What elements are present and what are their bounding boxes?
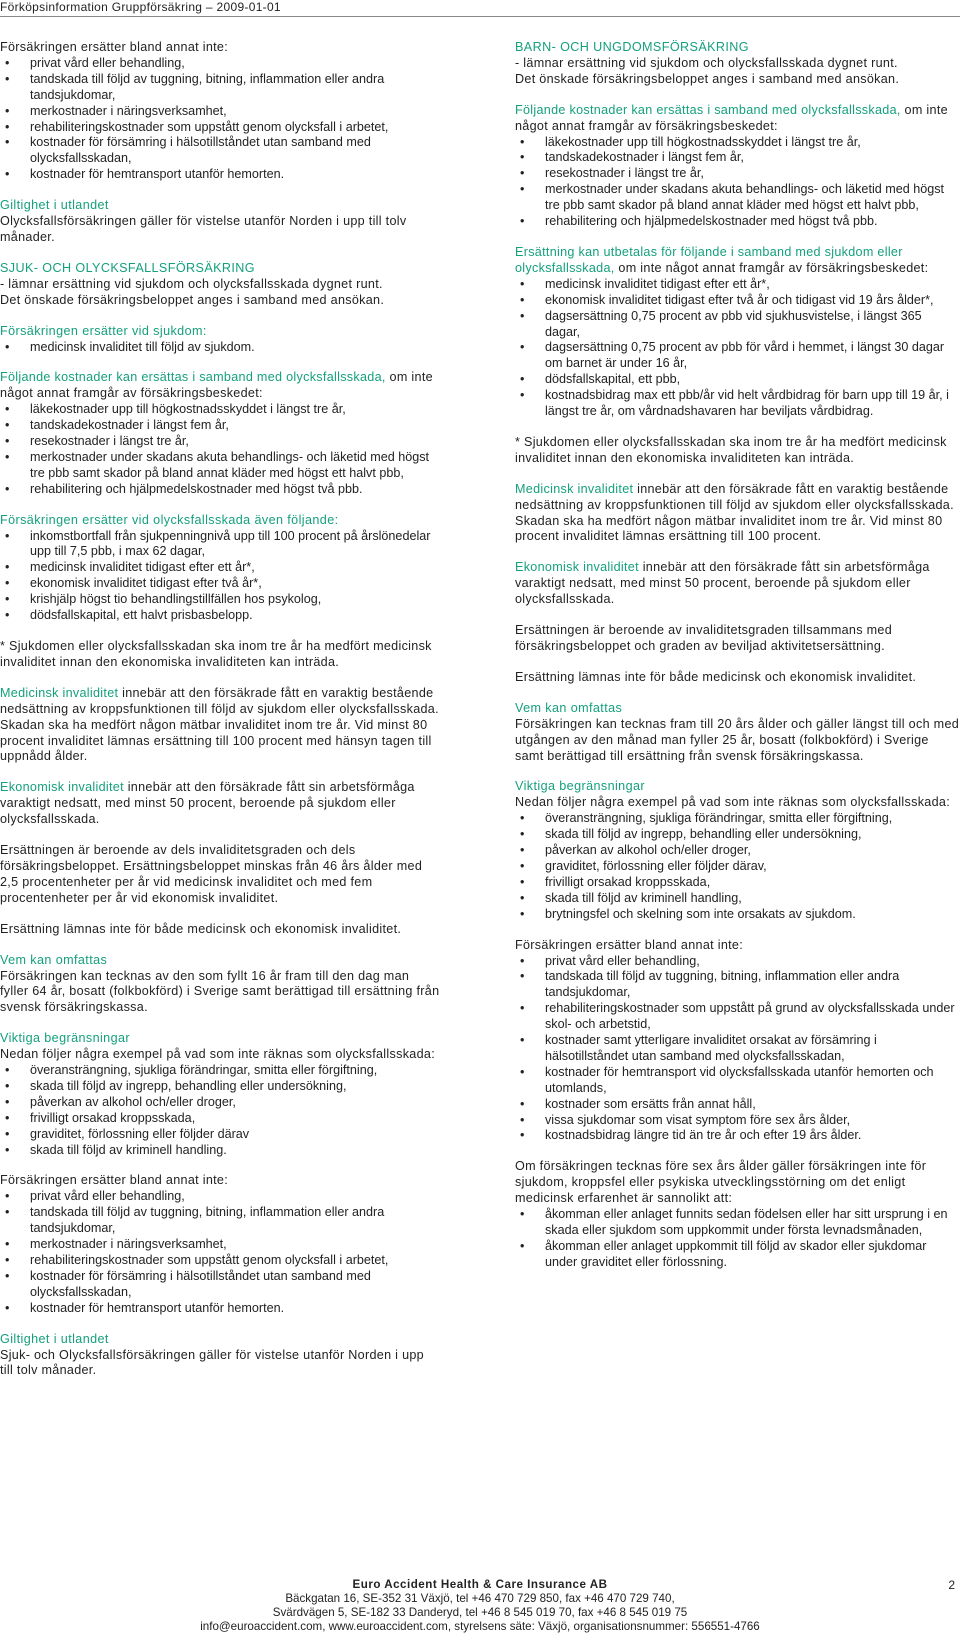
accident-compensation-section	[0, 513, 440, 624]
compensation-note: Ersättning lämnas inte för både medicinsk och ekonomisk invaliditet.	[515, 669, 917, 684]
list-item: • merkostnader i näringsverksamhet,	[0, 1237, 440, 1253]
list-item: • graviditet, förlossning eller följder därav,	[515, 859, 960, 875]
list-item: • rehabiliteringskostnader som uppstått genom olycksfall i arbetet,	[0, 1253, 440, 1269]
compensation-note: Ersättning lämnas inte för både medicinsk och ekonomisk invaliditet.	[0, 921, 402, 936]
sickness-accident-section	[0, 261, 440, 356]
list-item: • dödsfallskapital, ett pbb,	[515, 372, 960, 388]
eligibility-section	[515, 701, 960, 765]
list-item: • påverkan av alkohol och/eller droger,	[0, 1095, 440, 1111]
list-item: • tandskada till följd av tuggning, bitning, inflammation eller andra tandsjukdomar,	[0, 1205, 440, 1237]
section-paragraph	[0, 370, 440, 402]
accident-compensation-list	[0, 529, 440, 624]
economic-invalidity-paragraph	[0, 780, 440, 828]
exclusions-list	[0, 56, 440, 183]
list-item: • dagsersättning 0,75 procent av pbb vid sjukhusvistelse, i längst 365 dagar,	[515, 309, 960, 341]
exclusions-section	[0, 40, 440, 183]
exclusions-intro: Försäkringen ersätter bland annat inte:	[0, 40, 229, 54]
exclusions-intro: Försäkringen ersätter bland annat inte:	[0, 1173, 229, 1188]
limitations-section	[0, 1031, 440, 1158]
section-title: SJUK- OCH OLYCKSFALLSFÖRSÄKRING	[0, 260, 256, 275]
left-column	[0, 40, 440, 1379]
child-costs-section	[515, 103, 960, 230]
list-item: • skada till följd av ingrepp, behandling eller undersökning,	[515, 827, 960, 843]
list-item: • krishjälp högst tio behandlingstillfällen hos psykolog,	[0, 592, 440, 608]
list-item: • skada till följd av kriminell handling,	[515, 891, 960, 907]
list-item: • rehabilitering och hjälpmedelskostnader med högst två pbb.	[0, 482, 440, 498]
list-item: • brytningsfel och skelning som inte orsakats av sjukdom.	[515, 907, 960, 923]
section-heading: Viktiga begränsningar	[0, 1031, 130, 1046]
child-youth-section	[515, 40, 960, 88]
list-item: • privat vård eller behandling,	[515, 954, 960, 970]
child-costs-list	[515, 135, 960, 230]
limitations-list	[0, 1063, 440, 1158]
list-item: • påverkan av alkohol och/eller droger,	[515, 843, 960, 859]
section-paragraph	[515, 103, 960, 135]
limitations-section	[515, 779, 960, 922]
list-item: • skada till följd av ingrepp, behandling eller undersökning,	[0, 1079, 440, 1095]
costs-section	[0, 370, 440, 497]
list-item: • frivilligt orsakad kroppsskada,	[0, 1111, 440, 1127]
section-paragraph	[515, 245, 960, 277]
child-benefits-section	[515, 245, 960, 420]
right-column	[515, 40, 960, 1271]
list-item: • åkomman eller anlaget uppkommit till följd av skador eller sjukdomar under graviditet eller förlossning.	[515, 1239, 960, 1271]
limitations-list	[515, 811, 960, 922]
list-item: • kostnader för hemtransport utanför hemorten.	[0, 1301, 440, 1317]
costs-list	[0, 402, 440, 497]
section-heading: Viktiga begränsningar	[515, 779, 645, 794]
list-item: • merkostnader i näringsverksamhet,	[0, 104, 440, 120]
section-text: Olycksfallsförsäkringen gäller för vistelse utanför Norden i upp till tolv månader.	[0, 214, 407, 244]
paragraph-text: innebär att den försäkrade fått en varaktig bestående nedsättning av kroppsfunktionen till följd av sjukdom eller olycksfallsskada. Skadan ska ha medfört någon mätbar invaliditet inom tre år. Vid minst 80 procent invaliditet lämnas ersättning till 100 procent med hänsyn tagen till uppnådd ålder.	[0, 685, 439, 764]
paragraph-text: om inte något annat framgår av försäkringsbeskedet:	[515, 102, 948, 133]
list-item: • graviditet, förlossning eller följder därav	[0, 1127, 440, 1143]
section-intro: Om försäkringen tecknas före sex års ålder gäller försäkringen inte för sjukdom, kroppsfel eller psykiska utvecklingsstörning om det enligt medicinsk erfarenhet är sannolikt att:	[515, 1159, 927, 1206]
list-item: • kostnadsbidrag max ett pbb/år vid helt vårdbidrag för barn upp till 19 år, i längst tre år, om vårdnadshavaren har beviljats vårdbidrag.	[515, 388, 960, 420]
compensation-paragraph: Ersättningen är beroende av invaliditetsgraden tillsammans med försäkringsbeloppet och graden av beviljad aktivitetsersättning.	[515, 623, 893, 653]
list-item: • kostnadsbidrag längre tid än tre år och efter 19 års ålder.	[515, 1128, 960, 1144]
page-number: 2	[948, 1578, 955, 1592]
validity-abroad-section-2	[0, 1332, 440, 1380]
inline-heading: Följande kostnader kan ersättas i samband med olycksfallsskada,	[515, 102, 901, 117]
paragraph-text: om inte något annat framgår av försäkringsbeskedet:	[0, 370, 433, 401]
section-text: Försäkringen kan tecknas fram till 20 års ålder och gäller längst till och med utgången av den månad man fyller 25 år, bosatt (folkbokförd) i Sverige samt berättigad till ersättning från svensk försäkringskassa.	[515, 716, 960, 763]
page-footer	[0, 1578, 960, 1634]
list-item: • tandskada till följd av tuggning, bitning, inflammation eller andra tandsjukdomar,	[515, 969, 960, 1001]
list-item: • kostnader för hemtransport vid olycksfallsskada utanför hemorten och utomlands,	[515, 1065, 960, 1097]
list-item: • dagsersättning 0,75 procent av pbb för vård i hemmet, i längst 30 dagar om barnet är under 16 år,	[515, 340, 960, 372]
list-item: • merkostnader under skadans akuta behandlings- och läketid med högst tre pbb samt skador på bland annat kläder med högst ett halvt pbb,	[0, 450, 440, 482]
list-item: • kostnader samt ytterligare invaliditet orsakat av försämring i hälsotillståndet utan samband med olycksfallsskadan,	[515, 1033, 960, 1065]
list-item: • medicinsk invaliditet tidigast efter ett år*,	[0, 560, 440, 576]
economic-invalidity-paragraph	[515, 560, 960, 608]
list-item: • merkostnader under skadans akuta behandlings- och läketid med högst tre pbb samt skador på bland annat kläder med högst ett halvt pbb,	[515, 182, 960, 214]
section-heading: Giltighet i utlandet	[0, 198, 109, 213]
list-item: • dödsfallskapital, ett halvt prisbasbelopp.	[0, 608, 440, 624]
footer-address-line: Bäckgatan 16, SE-352 31 Växjö, tel +46 470 729 850, fax +46 470 729 740,	[285, 1592, 675, 1605]
list-item: • rehabilitering och hjälpmedelskostnader med högst två pbb.	[515, 214, 960, 230]
list-item: • tandskadekostnader i längst fem år,	[0, 418, 440, 434]
inline-heading: Ekonomisk invaliditet	[0, 780, 124, 795]
validity-abroad-section	[0, 198, 440, 246]
section-heading: Vem kan omfattas	[515, 700, 623, 715]
footnote: * Sjukdomen eller olycksfallsskadan ska inom tre år ha medfört medicinsk invaliditet innan den ekonomiska invaliditeten kan inträda.	[515, 434, 947, 465]
exclusions-intro: Försäkringen ersätter bland annat inte:	[515, 937, 744, 952]
section-intro: Nedan följer några exempel på vad som inte räknas som olycksfallsskada:	[515, 795, 950, 810]
section-heading: Giltighet i utlandet	[0, 1331, 109, 1346]
list-item: • rehabiliteringskostnader som uppstått genom olycksfall i arbetet,	[0, 120, 440, 136]
list-item: • kostnader för försämring i hälsotillståndet utan samband med olycksfallsskadan,	[0, 1269, 440, 1301]
section-line: - lämnar ersättning vid sjukdom och olycksfallsskada dygnet runt.	[0, 276, 383, 291]
exclusions-section-2	[0, 1173, 440, 1316]
paragraph-text: innebär att den försäkrade fått sin arbetsförmåga varaktigt nedsatt, med minst 50 procent, beroende på sjukdom eller olycksfallsskada.	[0, 780, 415, 827]
company-name: Euro Accident Health & Care Insurance AB	[352, 1578, 608, 1591]
list-item: • kostnader för försämring i hälsotillståndet utan samband med olycksfallsskadan,	[0, 135, 440, 167]
exclusions-list	[515, 954, 960, 1145]
footer-address-line: Svärdvägen 5, SE-182 33 Danderyd, tel +46 8 545 019 70, fax +46 8 545 019 75	[272, 1606, 688, 1619]
list-item: • överansträngning, sjukliga förändringar, smitta eller förgiftning,	[515, 811, 960, 827]
section-text: Sjuk- och Olycksfallsförsäkringen gäller för vistelse utanför Norden i upp till tolv månader.	[0, 1347, 424, 1378]
list-item: • medicinsk invaliditet till följd av sjukdom.	[0, 340, 440, 356]
inline-heading: Ekonomisk invaliditet	[515, 560, 639, 575]
list-item: • ekonomisk invaliditet tidigast efter två år*,	[0, 576, 440, 592]
medical-invalidity-paragraph	[515, 482, 960, 546]
pre-age-six-section	[515, 1159, 960, 1270]
section-heading: Vem kan omfattas	[0, 952, 108, 967]
list-item: • ekonomisk invaliditet tidigast efter två år och tidigast vid 19 års ålder*,	[515, 293, 960, 309]
list-item: • medicinsk invaliditet tidigast efter ett år*,	[515, 277, 960, 293]
list-item: • åkomman eller anlaget funnits sedan födelsen eller har sitt ursprung i en skada eller sjukdom som uppkommit under första levnadsmånaden,	[515, 1207, 960, 1239]
list-item: • skada till följd av kriminell handling.	[0, 1143, 440, 1159]
document-header: Förköpsinformation Gruppförsäkring – 2009-01-01	[0, 0, 281, 14]
paragraph-text: innebär att den försäkrade fått en varaktig bestående nedsättning av kroppsfunktionen till följd av sjukdom eller olycksfallsskada. Skadan ska ha medfört någon mätbar invaliditet inom tre år. Vid minst 80 procent invaliditet lämnas ersättning till 100 procent.	[515, 481, 954, 544]
list-item: • tandskada till följd av tuggning, bitning, inflammation eller andra tandsjukdomar,	[0, 72, 440, 104]
list-item: • läkekostnader upp till högkostnadsskyddet i längst tre år,	[0, 402, 440, 418]
section-intro: Nedan följer några exempel på vad som inte räknas som olycksfallsskada:	[0, 1047, 435, 1062]
list-item: • rehabiliteringskostnader som uppstått på grund av olycksfallsskada under skol- och arbetstid,	[515, 1001, 960, 1033]
list-item: • frivilligt orsakad kroppsskada,	[515, 875, 960, 891]
medical-invalidity-paragraph	[0, 686, 440, 766]
section-line: Det önskade försäkringsbeloppet anges i samband med ansökan.	[515, 71, 900, 86]
footer-contact-line: info@euroaccident.com, www.euroaccident.com, styrelsens säte: Växjö, organisationsnummer: 556551-4766	[200, 1620, 760, 1633]
inline-heading: Ersättning kan utbetalas för följande i samband med sjukdom eller olycksfallsskada,	[515, 244, 903, 275]
inline-heading: Följande kostnader kan ersättas i samband med olycksfallsskada,	[0, 370, 386, 385]
section-line: - lämnar ersättning vid sjukdom och olycksfallsskada dygnet runt.	[515, 55, 898, 70]
paragraph-text: innebär att den försäkrade fått sin arbetsförmåga varaktigt nedsatt, med minst 50 procent, beroende på sjukdom eller olycksfallsskada.	[515, 560, 930, 607]
section-text: Försäkringen kan tecknas av den som fyllt 16 år fram till den dag man fyller 64 år, bosatt (folkbokförd) i Sverige samt berättigad till ersättning från svensk försäkringskassa.	[0, 968, 440, 1015]
list-item: • privat vård eller behandling,	[0, 56, 440, 72]
section-line: Det önskade försäkringsbeloppet anges i samband med ansökan.	[0, 292, 385, 307]
section-title: BARN- OCH UNGDOMSFÖRSÄKRING	[515, 40, 750, 54]
list-item: • vissa sjukdomar som visat symptom före sex års ålder,	[515, 1113, 960, 1129]
list-item: • kostnader för hemtransport utanför hemorten.	[0, 167, 440, 183]
footnote: * Sjukdomen eller olycksfallsskadan ska inom tre år ha medfört medicinsk invaliditet innan den ekonomiska invaliditeten kan inträda.	[0, 639, 432, 669]
list-item: • läkekostnader upp till högkostnadsskyddet i längst tre år,	[515, 135, 960, 151]
list-item: • kostnader som ersätts från annat håll,	[515, 1097, 960, 1113]
section-heading: Försäkringen ersätter vid olycksfallsskada även följande:	[0, 512, 339, 527]
child-benefits-list	[515, 277, 960, 420]
sickness-list	[0, 340, 440, 356]
exclusions-section	[515, 938, 960, 1145]
list-item: • tandskadekostnader i längst fem år,	[515, 150, 960, 166]
list-item: • överansträngning, sjukliga förändringar, smitta eller förgiftning,	[0, 1063, 440, 1079]
list-item: • resekostnader i längst tre år,	[515, 166, 960, 182]
inline-heading: Medicinsk invaliditet	[0, 685, 119, 700]
paragraph-text: om inte något annat framgår av försäkringsbeskedet:	[614, 260, 929, 275]
pre-age-six-list	[515, 1207, 960, 1271]
header-divider	[0, 16, 960, 17]
list-item: • resekostnader i längst tre år,	[0, 434, 440, 450]
compensation-paragraph: Ersättningen är beroende av dels invaliditetsgraden och dels försäkringsbeloppet. Ersättningsbeloppet minskas från 46 års ålder med 2,5 procentenheter per år vid medicinsk invaliditet och med fem procentenheter per år vid ekonomisk invaliditet.	[0, 843, 423, 905]
eligibility-section	[0, 953, 440, 1017]
exclusions-list	[0, 1189, 440, 1316]
list-item: • privat vård eller behandling,	[0, 1189, 440, 1205]
inline-heading: Medicinsk invaliditet	[515, 481, 634, 496]
section-subheading: Försäkringen ersätter vid sjukdom:	[0, 323, 207, 338]
list-item: • inkomstbortfall från sjukpenningnivå upp till 100 procent på årslönedelar upp till 7,5 pbb, i max 62 dagar,	[0, 529, 440, 561]
